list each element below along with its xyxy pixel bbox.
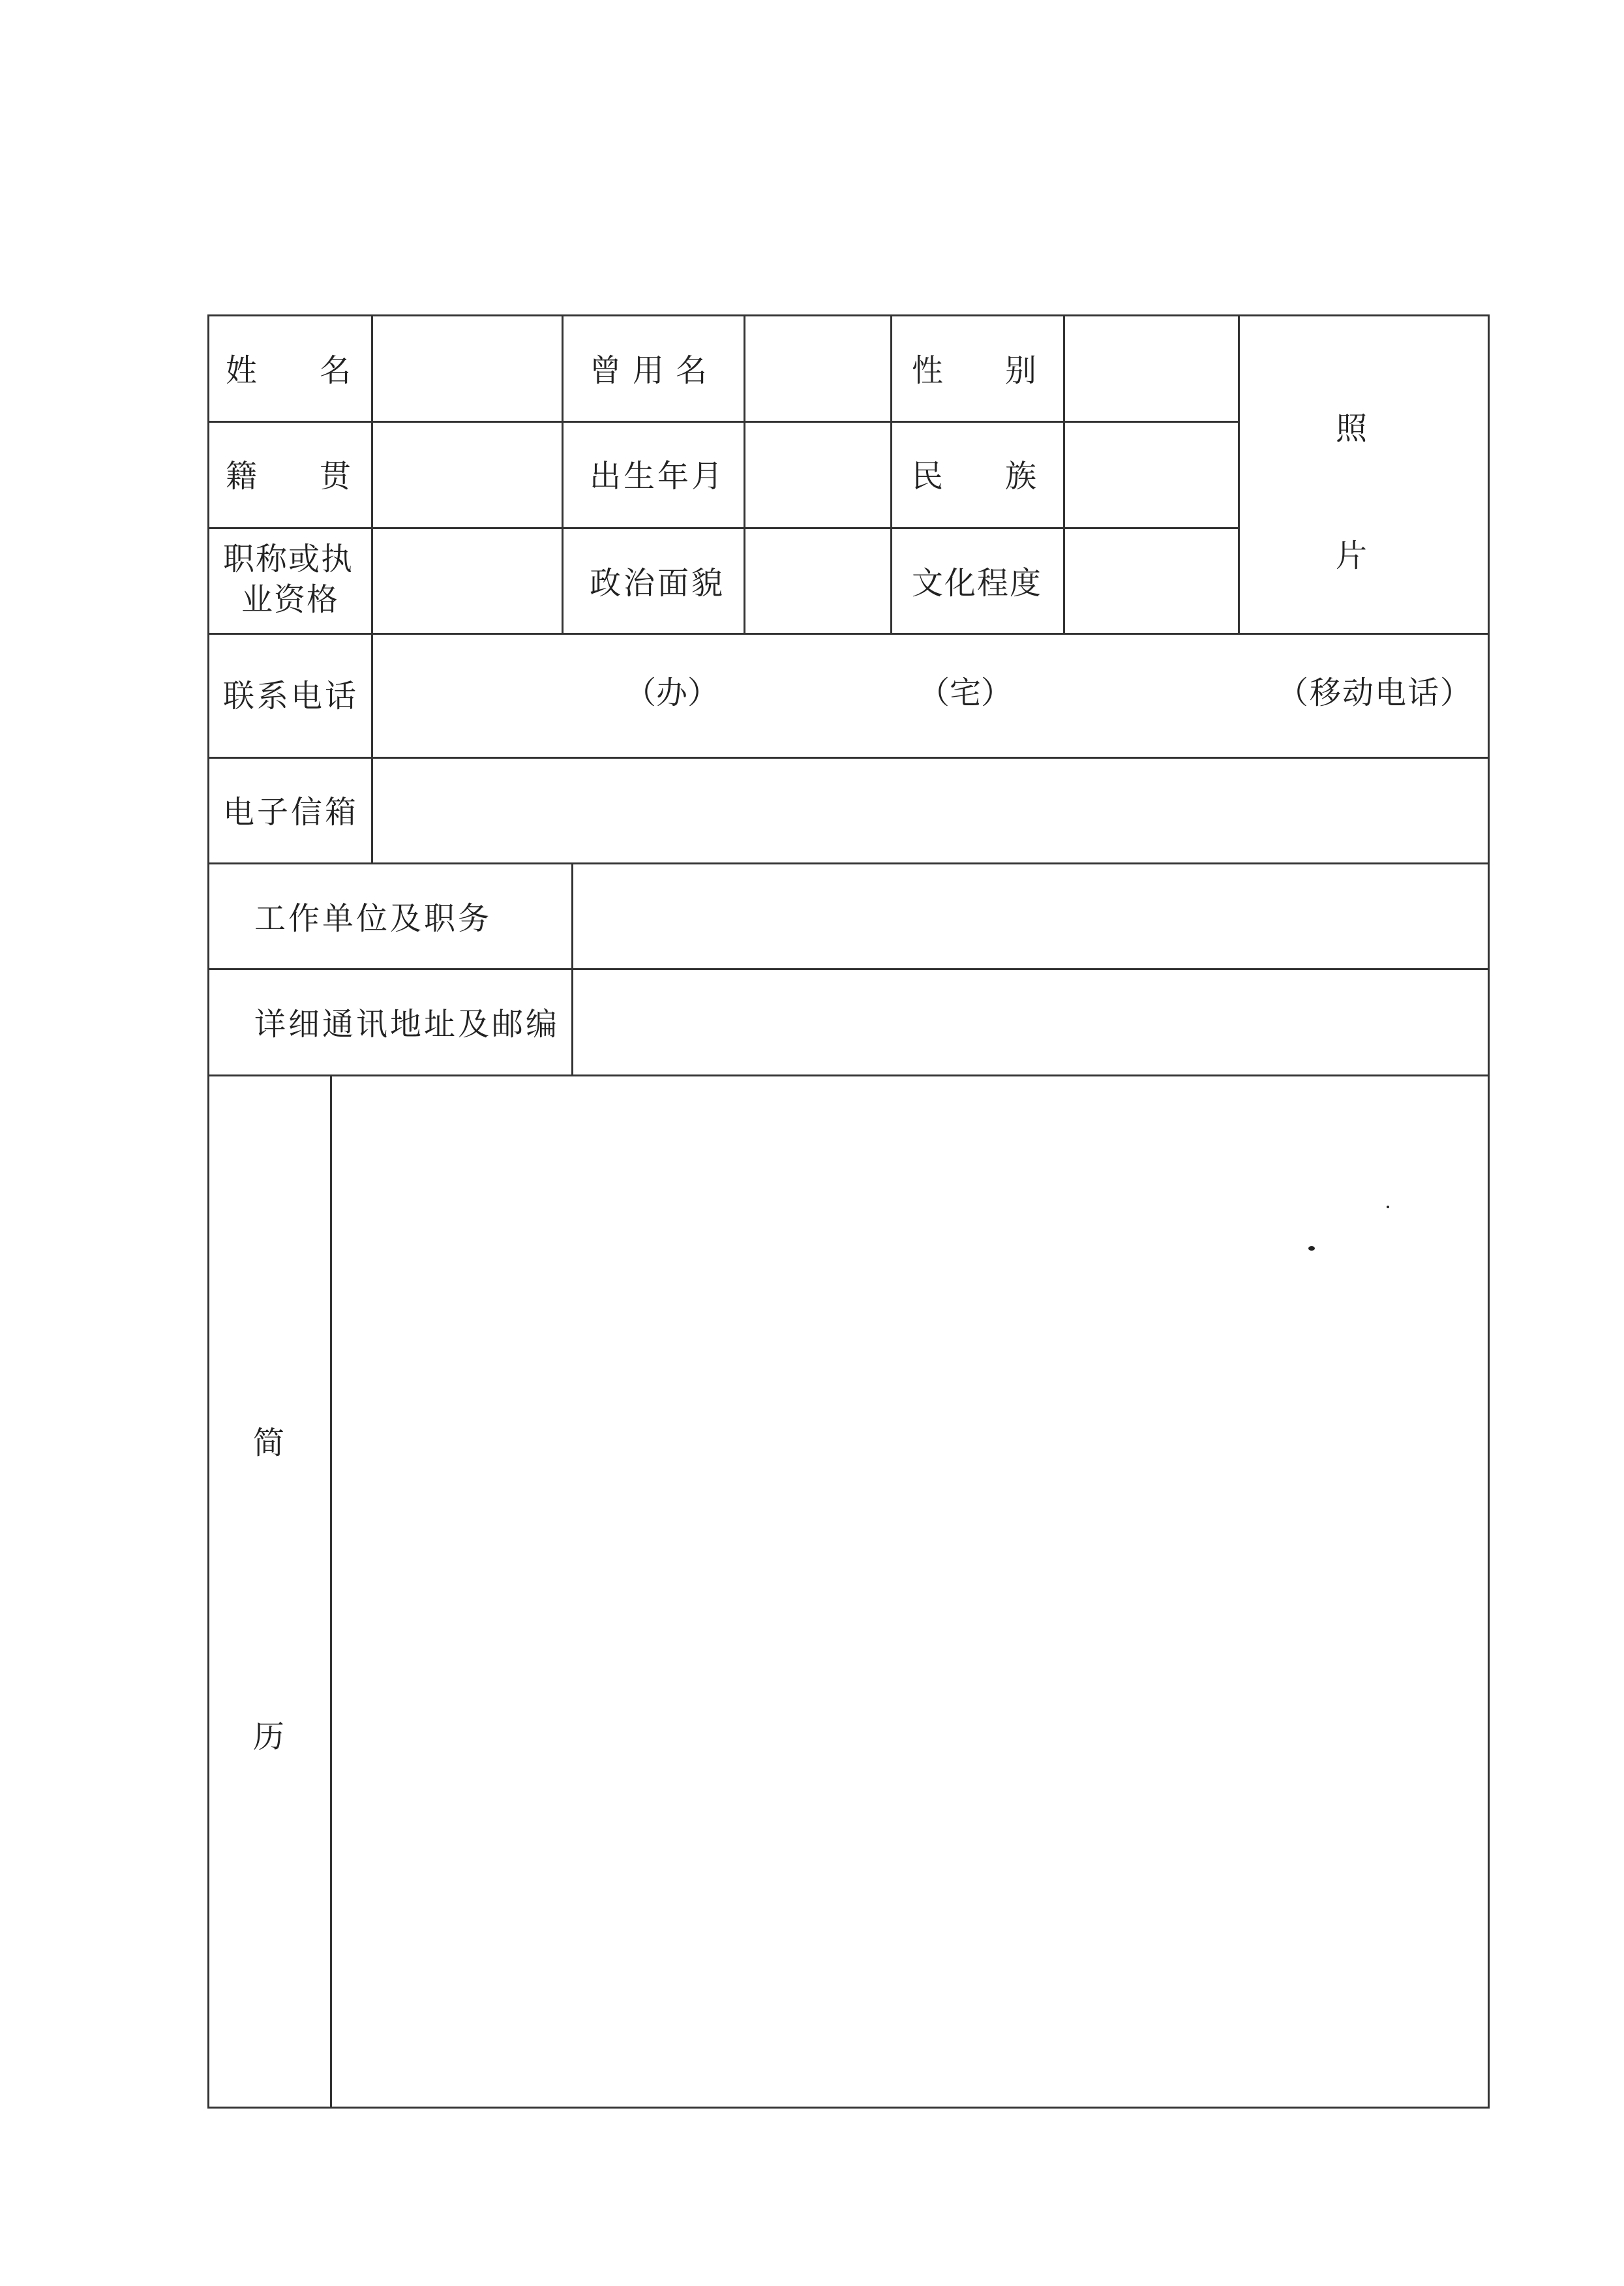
border-bottom — [207, 2107, 1490, 2109]
resume-label-char1: 简 — [253, 1425, 285, 1461]
workplace-label: 工作单位及职务 — [254, 900, 492, 937]
political-status-label: 政治面貌 — [590, 565, 726, 602]
professional-title-label-line2: 业资格 — [241, 581, 340, 618]
professional-title-label: 职称或执 — [223, 541, 354, 577]
ethnicity-label: 民族 — [912, 458, 1099, 495]
former-name-field[interactable] — [745, 316, 890, 421]
ethnicity-field[interactable] — [1065, 423, 1238, 527]
political-status-field[interactable] — [745, 529, 890, 633]
phone-office-label: （办） — [625, 675, 719, 711]
address-label: 详细通讯地址及邮编 — [254, 1006, 560, 1043]
resume-label-char2: 历 — [253, 1718, 285, 1755]
photo-box[interactable] — [1240, 316, 1488, 633]
border-right — [1488, 314, 1490, 2109]
address-field[interactable] — [573, 970, 1488, 1074]
photo-label-char2: 片 — [1336, 538, 1368, 574]
former-name-label: 曾用名 — [590, 352, 719, 389]
resume-field[interactable] — [332, 1076, 1488, 2107]
photo-label-char1: 照 — [1336, 410, 1368, 447]
native-place-label: 籍贯 — [226, 458, 414, 495]
native-place-field[interactable] — [373, 423, 562, 527]
col4-line — [890, 314, 892, 633]
gender-field[interactable] — [1065, 316, 1238, 421]
education-label: 文化程度 — [912, 565, 1043, 602]
email-label: 电子信箱 — [223, 794, 359, 831]
scan-speck — [1387, 1206, 1389, 1208]
col2-line — [562, 314, 564, 633]
scan-speck — [1308, 1246, 1315, 1251]
phone-mobile-label: （移动电话） — [1277, 675, 1473, 711]
professional-title-field[interactable] — [373, 529, 562, 633]
workplace-field[interactable] — [573, 864, 1488, 968]
birth-date-label: 出生年月 — [590, 458, 726, 495]
gender-label: 性别 — [912, 352, 1099, 389]
name-label: 姓名 — [226, 352, 414, 389]
phone-label: 联系电话 — [223, 678, 359, 714]
registration-form — [207, 314, 1490, 2109]
border-left — [207, 314, 209, 2109]
birth-date-field[interactable] — [745, 423, 890, 527]
phone-home-label: （宅） — [918, 675, 1013, 711]
email-field[interactable] — [373, 759, 1488, 862]
name-field[interactable] — [373, 316, 562, 421]
education-field[interactable] — [1065, 529, 1238, 633]
